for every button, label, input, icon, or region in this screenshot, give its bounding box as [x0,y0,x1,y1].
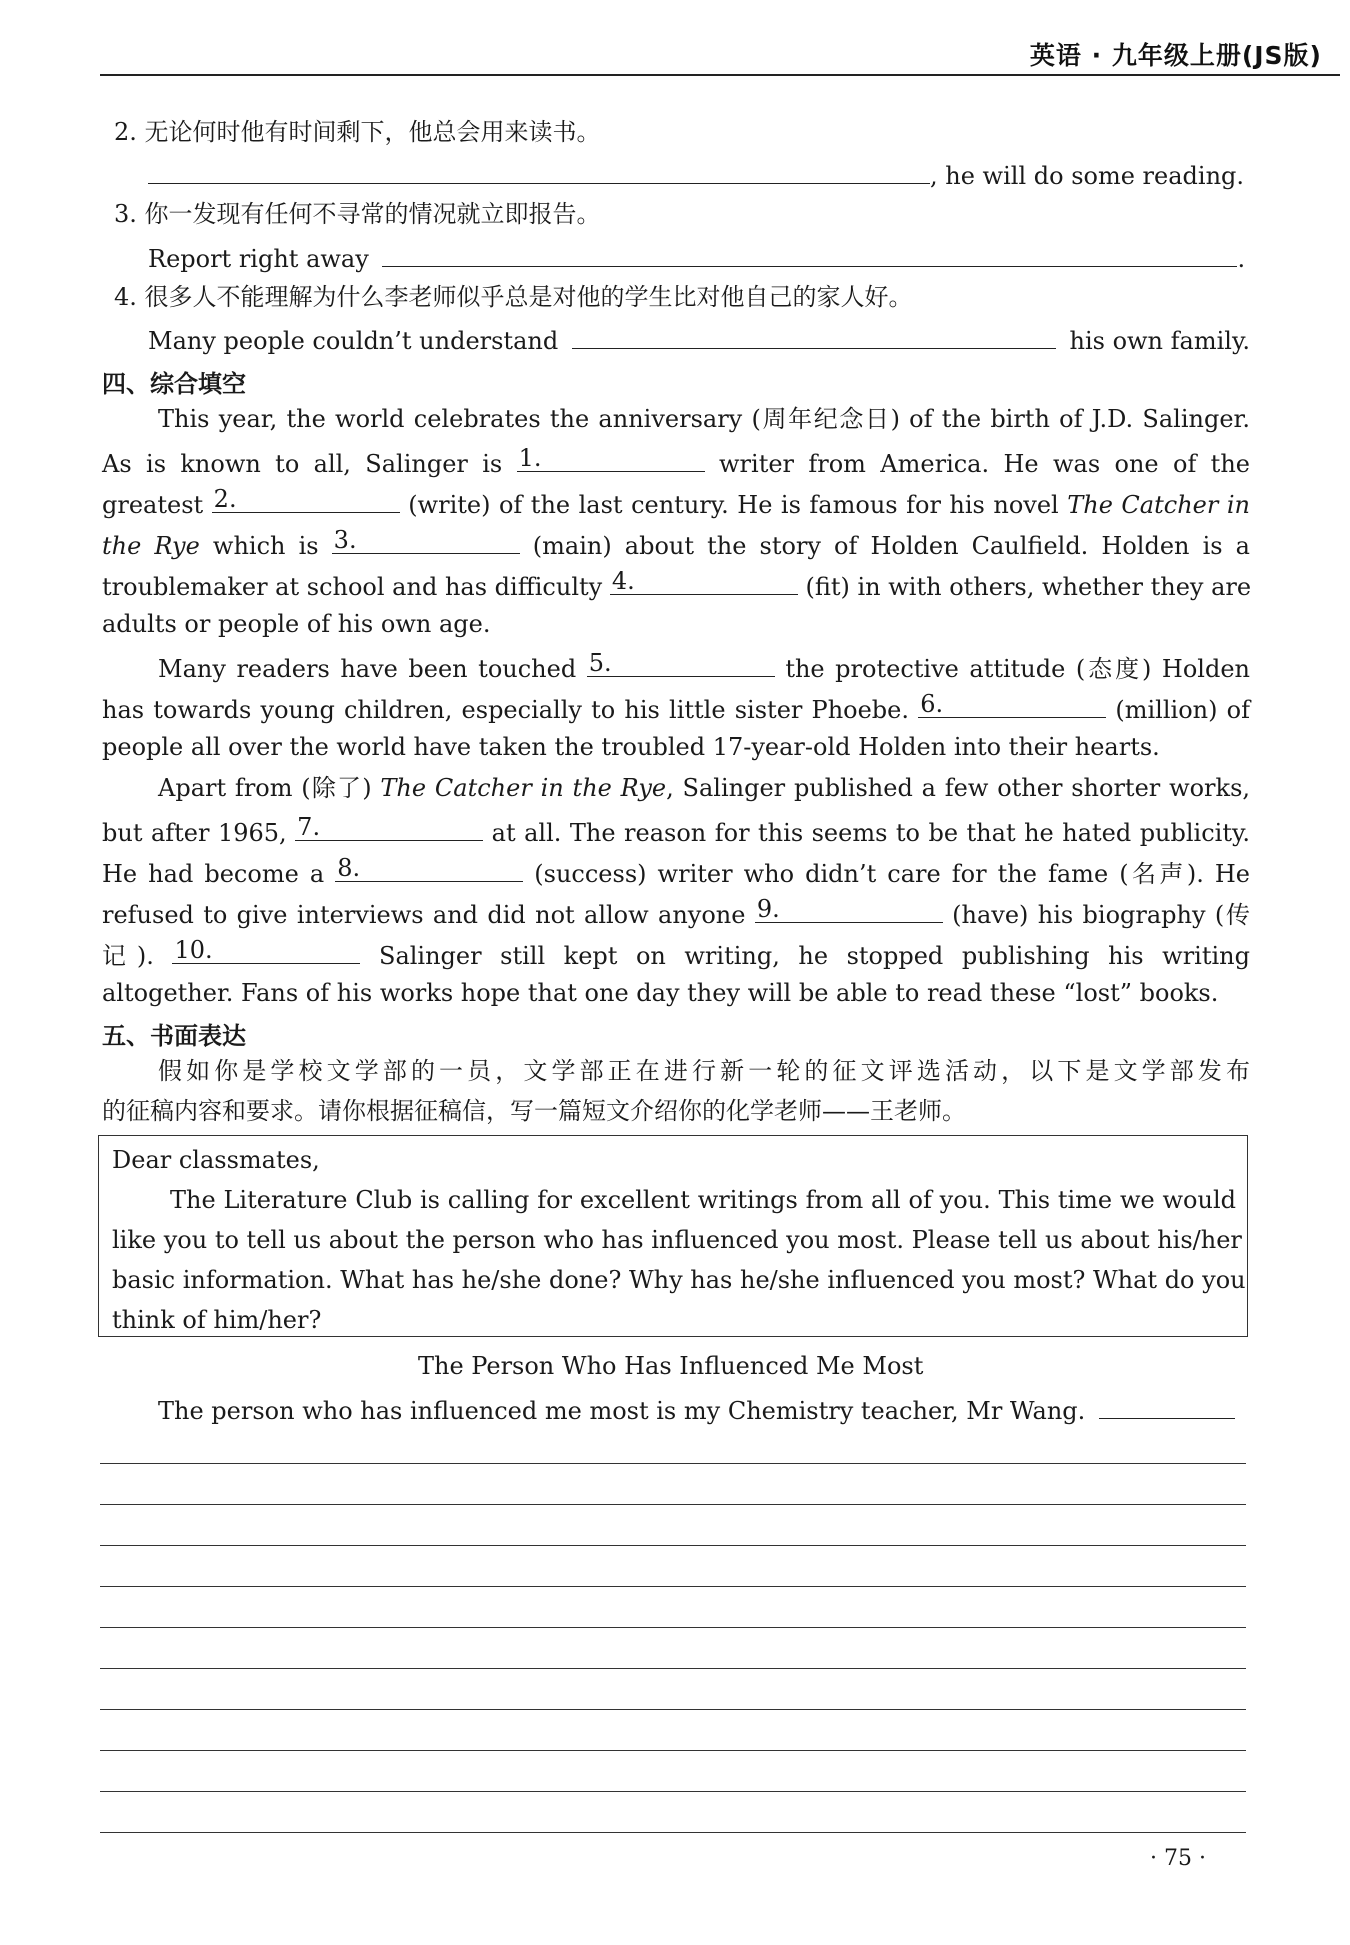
cloze-blank-3[interactable]: 3. [332,527,520,554]
cloze-blank-5[interactable]: 5. [587,650,775,677]
answer-blank[interactable] [148,157,930,184]
p3-line3: He had become a 8. (success) writer who didn’t care for the fame (名声). He [102,854,1251,888]
p2-line3: people all over the world have taken the troubled 17-year-old Holden into their hearts. [102,733,1160,761]
q3-suffix: . [1237,245,1246,273]
cloze-blank-4[interactable]: 4. [610,568,798,595]
q2-suffix: , he will do some reading. [930,162,1245,190]
q3-answer-line [148,240,1245,274]
p2-line1: Many readers have been touched 5. the protective attitude (态度) Holden [158,649,1250,683]
q4-prefix: Many people couldn’t understand [148,327,559,355]
p3-line2: but after 1965, 7. at all. The reason for this seems to be that he hated publicity. [102,813,1250,847]
p3-line4: refused to give interviews and did not allow anyone 9. (have) his biography (传 [102,895,1250,929]
p1-line3: greatest 2. (write) of the last century. He is famous for his novel The Catcher in [102,485,1250,519]
q2-answer-line [148,157,1244,191]
cloze-blank-10[interactable]: 10. [172,937,360,964]
cloze-blank-7[interactable]: 7. [295,814,483,841]
essay-start-line [158,1392,1235,1426]
cloze-blank-2[interactable]: 2. [212,486,400,513]
section4-heading: 四、综合填空 [102,370,246,398]
q3-prefix: Report right away [148,245,369,273]
letter-greeting: Dear classmates, [112,1146,320,1174]
p1-line5: troublemaker at school and has difficulty 4. (fit) in with others, whether they are [102,567,1252,601]
essay-title: The Person Who Has Influenced Me Most [418,1352,924,1380]
cloze-blank-1[interactable]: 1. [517,445,705,472]
essay-writing-line[interactable] [100,1709,1246,1710]
q4-prompt: 4. 很多人不能理解为什么李老师似乎总是对他的学生比对他自己的家人好。 [114,283,913,311]
header-title: 英语 · 九年级上册(JS版) [1029,41,1322,70]
essay-writing-line[interactable] [100,1791,1246,1792]
essay-writing-line[interactable] [100,1668,1246,1669]
p1-line4: the Rye which is 3. (main) about the story of Holden Caulfield. Holden is a [102,526,1250,560]
p1-line1: This year, the world celebrates the anniversary (周年纪念日) of the birth of J.D. Salinger. [158,405,1250,433]
essay-writing-line[interactable] [100,1504,1246,1505]
essay-writing-line[interactable] [100,1545,1246,1546]
essay-writing-line[interactable] [100,1463,1246,1464]
letter-line4: think of him/her? [112,1306,322,1334]
cloze-blank-8[interactable]: 8. [335,855,523,882]
p2-line2: has towards young children, especially to his little sister Phoebe. 6. (million) of [102,690,1250,724]
letter-line2: like you to tell us about the person who has influenced you most. Please tell us about his/her [112,1226,1242,1254]
cloze-blank-6[interactable]: 6. [918,691,1106,718]
p3-line5: 记). 10. Salinger still kept on writing, he stopped publishing his writing [102,936,1250,970]
p3-line6: altogether. Fans of his works hope that one day they will be able to read these “lost” books. [102,979,1219,1007]
p3-line1: Apart from (除了) The Catcher in the Rye, Salinger published a few other shorter works, [158,774,1251,802]
answer-blank[interactable] [572,322,1056,349]
essay-writing-line[interactable] [100,1586,1246,1587]
letter-line1: The Literature Club is calling for excellent writings from all of you. This time we would [170,1186,1236,1214]
header-rule [100,74,1340,76]
q3-prompt: 3. 你一发现有任何不寻常的情况就立即报告。 [114,200,601,228]
p1-line6: adults or people of his own age. [102,610,491,638]
essay-writing-line[interactable] [100,1750,1246,1751]
answer-blank[interactable] [382,240,1237,267]
essay-start-text: The person who has influenced me most is my Chemistry teacher, Mr Wang. [158,1397,1086,1425]
q4-answer-line [148,322,1250,356]
q4-suffix: his own family. [1069,327,1250,355]
p1-line2: As is known to all, Salinger is 1. writer from America. He was one of the [102,444,1250,478]
section5-intro-line1: 假如你是学校文学部的一员，文学部正在进行新一轮的征文评选活动，以下是文学部发布 [158,1057,1250,1085]
page-number: · 75 · [1150,1846,1206,1871]
cloze-blank-9[interactable]: 9. [755,896,943,923]
essay-writing-line[interactable] [100,1627,1246,1628]
section5-heading: 五、书面表达 [102,1022,246,1050]
essay-first-blank[interactable] [1099,1392,1235,1419]
essay-writing-line[interactable] [100,1832,1246,1833]
section5-intro-line2: 的征稿内容和要求。请你根据征稿信，写一篇短文介绍你的化学老师——王老师。 [102,1097,966,1125]
q2-prompt: 2. 无论何时他有时间剩下，他总会用来读书。 [114,118,601,146]
page-header [0,22,1350,82]
letter-line3: basic information. What has he/she done? Why has he/she influenced you most? What do you [112,1266,1246,1294]
